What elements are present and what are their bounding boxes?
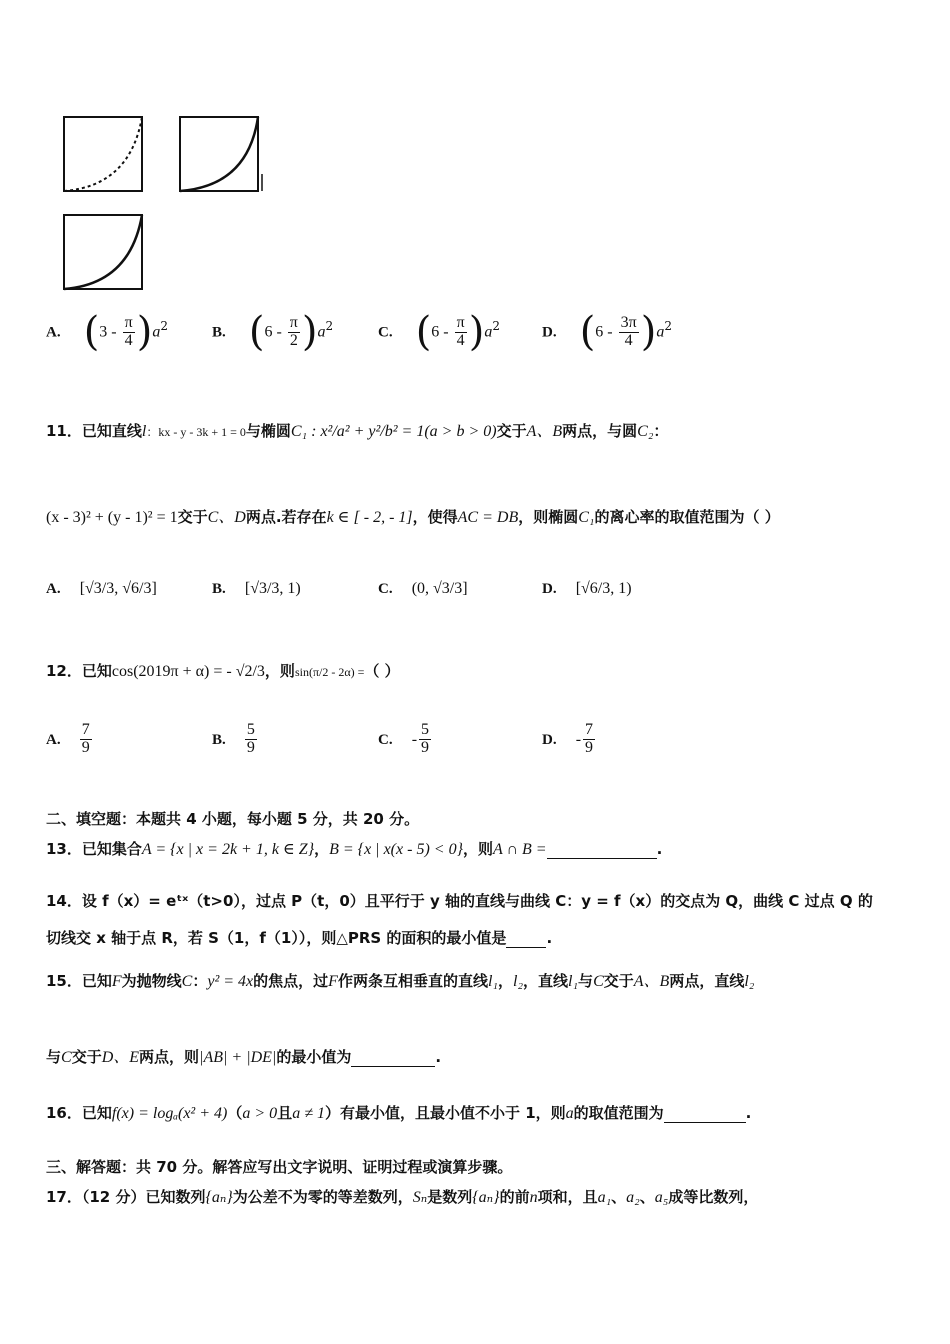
q11-line1: 11．已知直线l：kx - y - 3k + 1 = 0与椭圆C₁ : x²/a² + y²/b² = 1(a > b > 0)交于A、B两点，与圆C₂：	[46, 422, 669, 440]
answer-blank[interactable]	[351, 1050, 435, 1067]
q15-line1: 15．已知F为抛物线C：y² = 4x的焦点，过F作两条互相垂直的直线l₁，l₂，直线l₁与C交于A、B两点，直线l₂	[46, 972, 755, 990]
q11-option-d[interactable]: D. [√6/3, 1)	[542, 580, 632, 597]
q12-option-c[interactable]: C. - $\frac{5}{9}$	[378, 721, 430, 756]
q11-option-b[interactable]: B. [√3/3, 1)	[212, 580, 301, 597]
q14-line1: 14．设 f（x）= eᵗˣ（t>0），过点 P（t，0）且平行于 y 轴的直线与曲线 C：y = f（x）的交点为 Q，曲线 C 过点 Q 的	[46, 892, 873, 910]
q10-option-a[interactable]: A. (3 - $\frac{\pi}{4}$ )$a^2$	[46, 309, 168, 355]
graph-solid-curve-open	[176, 114, 266, 194]
q14-line2: 切线交 x 轴于点 R，若 S（1，f（1）），则△PRS 的面积的最小值是 .	[46, 929, 553, 947]
q17: 17．（12 分）已知数列{aₙ}为公差不为零的等差数列，Sₙ是数列{aₙ}的前n项和，且a₁、a₂、a₅成等比数列，	[46, 1188, 759, 1206]
q12-option-a[interactable]: A. $\frac{7}{9}$	[46, 721, 90, 756]
q10-option-c[interactable]: C. (6 - $\frac{\pi}{4}$ )$a^2$	[378, 309, 500, 355]
q11-line2: (x - 3)² + (y - 1)² = 1交于C、D两点.若存在k ∈ [ - 2, - 1]，使得AC = DB，则椭圆C₁的离心率的取值范围为（ ）	[46, 508, 780, 526]
q15-line2: 与C交于D、E两点，则|AB| + |DE|的最小值为 .	[46, 1048, 442, 1066]
q10-option-b[interactable]: B. (6 - $\frac{\pi}{2}$ )$a^2$	[212, 309, 334, 355]
q10-option-d[interactable]: D. (6 - $\frac{3\pi}{4}$ )$a^2$	[542, 309, 672, 355]
q12-option-d[interactable]: D. - $\frac{7}{9}$	[542, 721, 594, 756]
answer-blank[interactable]	[506, 931, 546, 948]
answer-blank[interactable]	[547, 840, 657, 859]
section-3-heading: 三、解答题：共 70 分。解答应写出文字说明、证明过程或演算步骤。	[46, 1158, 513, 1176]
graph-solid-curve	[60, 212, 146, 292]
graph-dashed-curve	[60, 114, 146, 194]
q11-option-a[interactable]: A. [√3/3, √6/3]	[46, 580, 157, 597]
section-2-heading: 二、填空题：本题共 4 小题，每小题 5 分，共 20 分。	[46, 810, 420, 828]
q12-stem: 12．已知cos(2019π + α) = - √2/3，则sin(π/2 - 2α) =（ ）	[46, 662, 400, 680]
q16: 16．已知f(x) = logₐ(x² + 4)（a > 0且a ≠ 1）有最小值，且最小值不小于 1，则a的取值范围为 .	[46, 1104, 752, 1122]
q11-option-c[interactable]: C. (0, √3/3]	[378, 580, 468, 597]
q13: 13．已知集合A = {x | x = 2k + 1, k ∈ Z}，B = {x | x(x - 5) < 0}，则A ∩ B = .	[46, 840, 663, 858]
answer-blank[interactable]	[664, 1106, 746, 1123]
q12-option-b[interactable]: B. $\frac{5}{9}$	[212, 721, 255, 756]
